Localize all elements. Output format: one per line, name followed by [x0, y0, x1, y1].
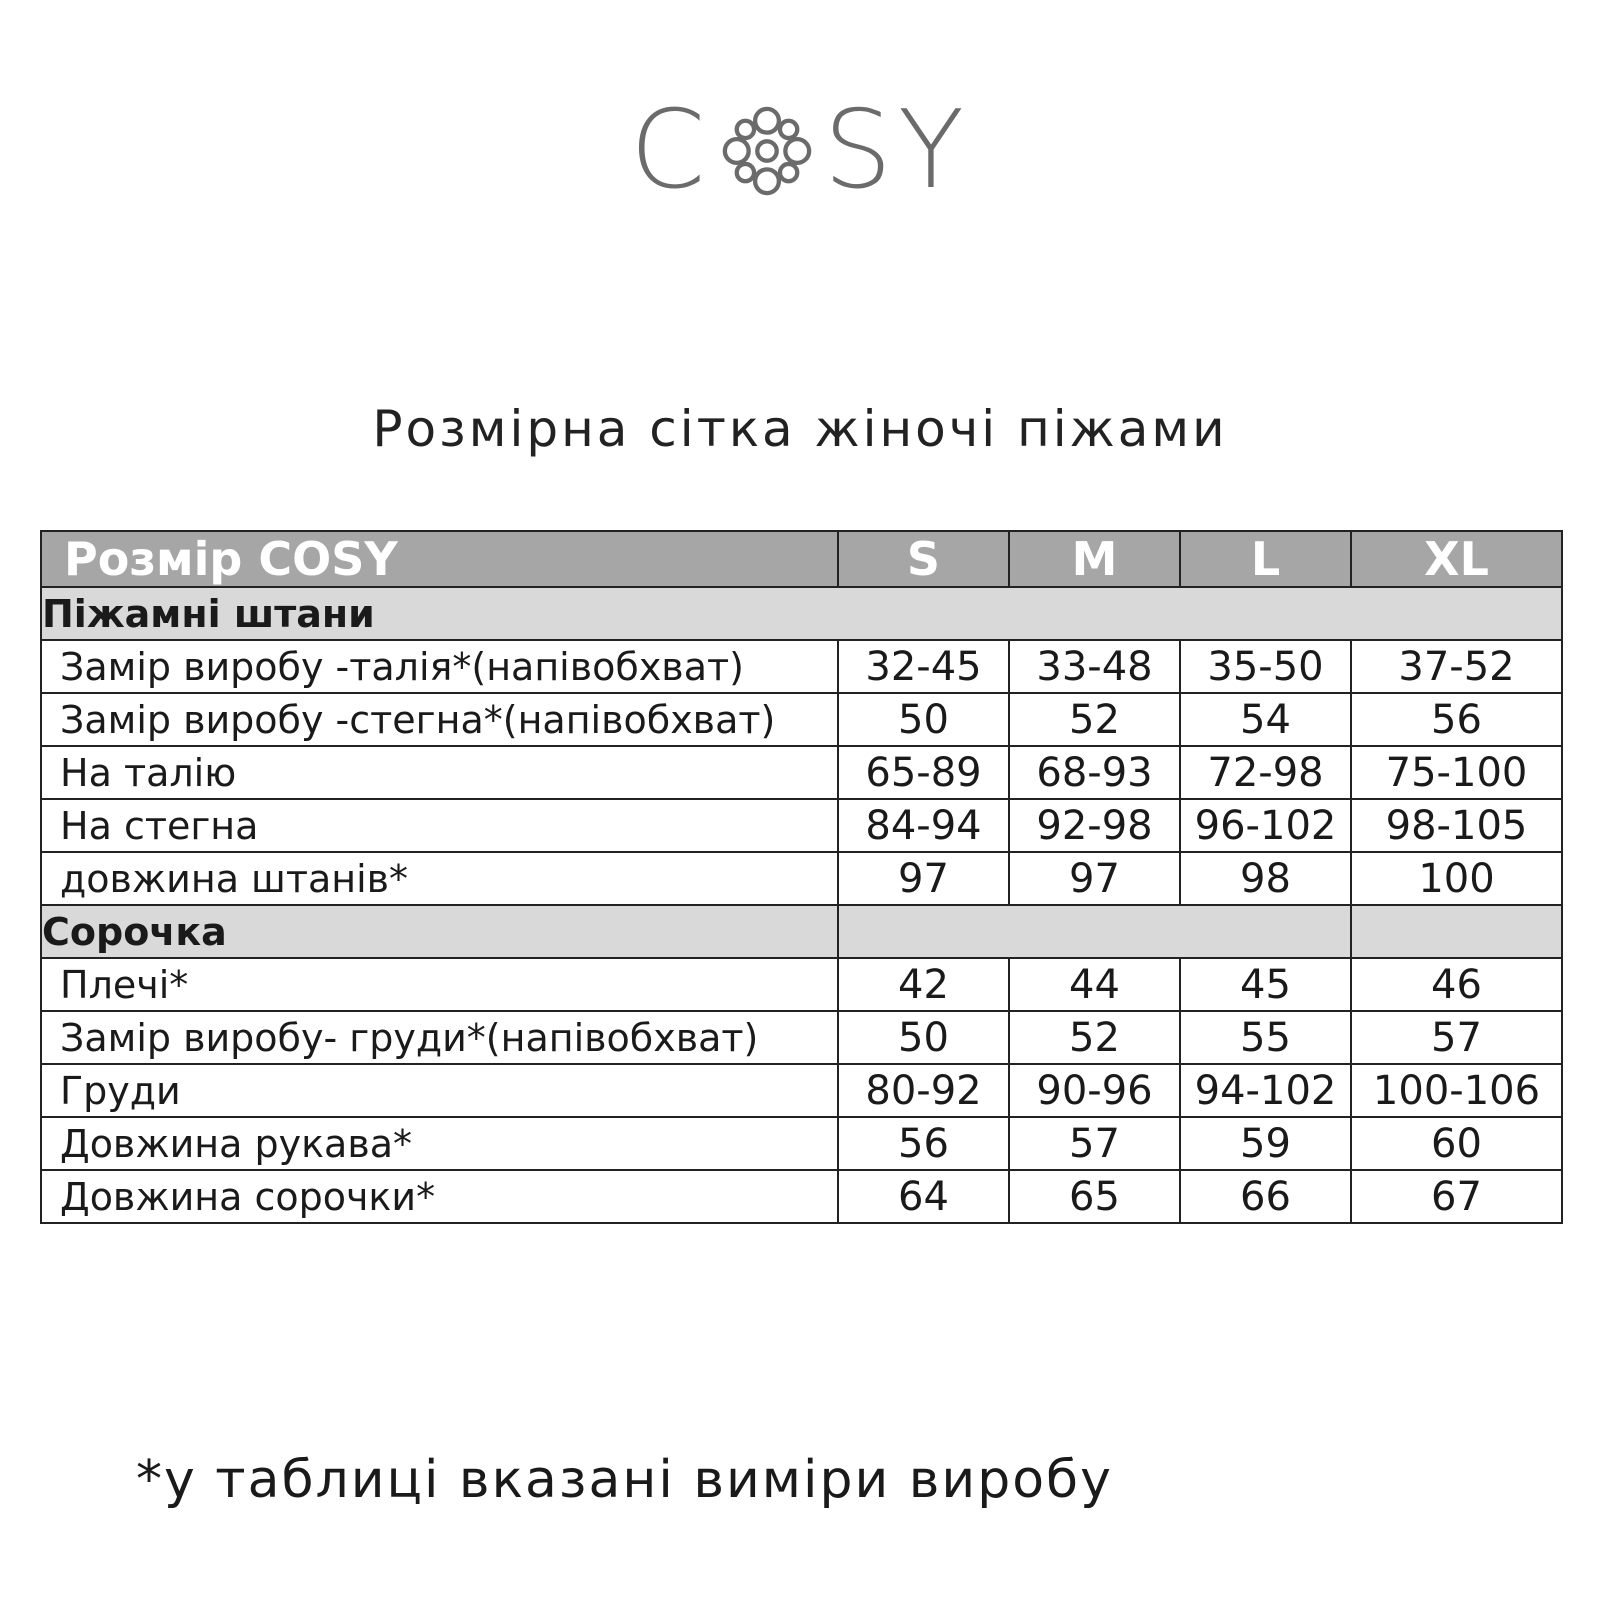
header-size-l: L — [1180, 531, 1351, 587]
cell-value-s: 65-89 — [838, 746, 1009, 799]
row-label: Плечі* — [41, 958, 838, 1011]
row-label: Довжина рукава* — [41, 1117, 838, 1170]
cell-value-xl: 60 — [1351, 1117, 1562, 1170]
row-label: На стегна — [41, 799, 838, 852]
cell-value-s: 64 — [838, 1170, 1009, 1223]
cell-value-l: 98 — [1180, 852, 1351, 905]
cell-value-l: 54 — [1180, 693, 1351, 746]
cell-value-xl: 56 — [1351, 693, 1562, 746]
section-title-pants: Піжамні штани — [41, 587, 1562, 640]
row-label: довжина штанів* — [41, 852, 838, 905]
cell-value-m: 57 — [1009, 1117, 1180, 1170]
cell-value-l: 66 — [1180, 1170, 1351, 1223]
table-row — [41, 1117, 1562, 1170]
row-label: Груди — [41, 1064, 838, 1117]
cell-value-xl: 100-106 — [1351, 1064, 1562, 1117]
page-title: Розмірна сітка жіночі піжами — [372, 400, 1228, 458]
cell-value-xl: 100 — [1351, 852, 1562, 905]
cell-value-l: 35-50 — [1180, 640, 1351, 693]
table-row — [41, 1170, 1562, 1223]
cell-value-m: 97 — [1009, 852, 1180, 905]
cell-value-l: 94-102 — [1180, 1064, 1351, 1117]
table-row — [41, 1064, 1562, 1117]
cell-value-xl: 98-105 — [1351, 799, 1562, 852]
cell-value-s: 80-92 — [838, 1064, 1009, 1117]
table-row — [41, 852, 1562, 905]
cell-value-xl: 57 — [1351, 1011, 1562, 1064]
cell-value-s: 50 — [838, 693, 1009, 746]
row-label: На талію — [41, 746, 838, 799]
cell-value-m: 92-98 — [1009, 799, 1180, 852]
section-row-pants — [41, 587, 1562, 640]
section-fill-cell — [838, 905, 1351, 958]
header-size-s: S — [838, 531, 1009, 587]
cell-value-m: 52 — [1009, 693, 1180, 746]
size-chart-table — [40, 530, 1563, 1224]
cell-value-s: 97 — [838, 852, 1009, 905]
brand-logo-wordmark — [630, 88, 970, 213]
header-size-xl: XL — [1351, 531, 1562, 587]
section-row-shirt — [41, 905, 1562, 958]
row-label: Довжина сорочки* — [41, 1170, 838, 1223]
cell-value-xl: 37-52 — [1351, 640, 1562, 693]
cell-value-xl: 46 — [1351, 958, 1562, 1011]
cell-value-l: 55 — [1180, 1011, 1351, 1064]
table-row — [41, 640, 1562, 693]
cell-value-s: 84-94 — [838, 799, 1009, 852]
logo-letter-c: C — [630, 88, 712, 213]
cell-value-m: 65 — [1009, 1170, 1180, 1223]
cell-value-m: 90-96 — [1009, 1064, 1180, 1117]
row-label: Замір виробу -стегна*(напівобхват) — [41, 693, 838, 746]
table-row — [41, 799, 1562, 852]
section-fill-cell — [1351, 905, 1562, 958]
footnote: *у таблиці вказані виміри виробу — [136, 1450, 1113, 1510]
header-size-label: Розмір COSY — [41, 531, 838, 587]
flower-ornament-icon — [713, 97, 821, 205]
table-row — [41, 746, 1562, 799]
cell-value-l: 72-98 — [1180, 746, 1351, 799]
cell-value-m: 52 — [1009, 1011, 1180, 1064]
row-label: Замір виробу -талія*(напівобхват) — [41, 640, 838, 693]
brand-logo — [0, 86, 1600, 216]
cell-value-xl: 67 — [1351, 1170, 1562, 1223]
table-header-row — [41, 531, 1562, 587]
cell-value-m: 33-48 — [1009, 640, 1180, 693]
cell-value-l: 45 — [1180, 958, 1351, 1011]
cell-value-s: 56 — [838, 1117, 1009, 1170]
section-title-shirt: Сорочка — [41, 905, 838, 958]
logo-letters-sy: SY — [823, 88, 970, 213]
table-row — [41, 958, 1562, 1011]
header-size-m: M — [1009, 531, 1180, 587]
cell-value-l: 59 — [1180, 1117, 1351, 1170]
cell-value-m: 68-93 — [1009, 746, 1180, 799]
cell-value-l: 96-102 — [1180, 799, 1351, 852]
cell-value-m: 44 — [1009, 958, 1180, 1011]
cell-value-s: 32-45 — [838, 640, 1009, 693]
cell-value-s: 42 — [838, 958, 1009, 1011]
row-label: Замір виробу- груди*(напівобхват) — [41, 1011, 838, 1064]
table-row — [41, 693, 1562, 746]
cell-value-s: 50 — [838, 1011, 1009, 1064]
cell-value-xl: 75-100 — [1351, 746, 1562, 799]
table-row — [41, 1011, 1562, 1064]
